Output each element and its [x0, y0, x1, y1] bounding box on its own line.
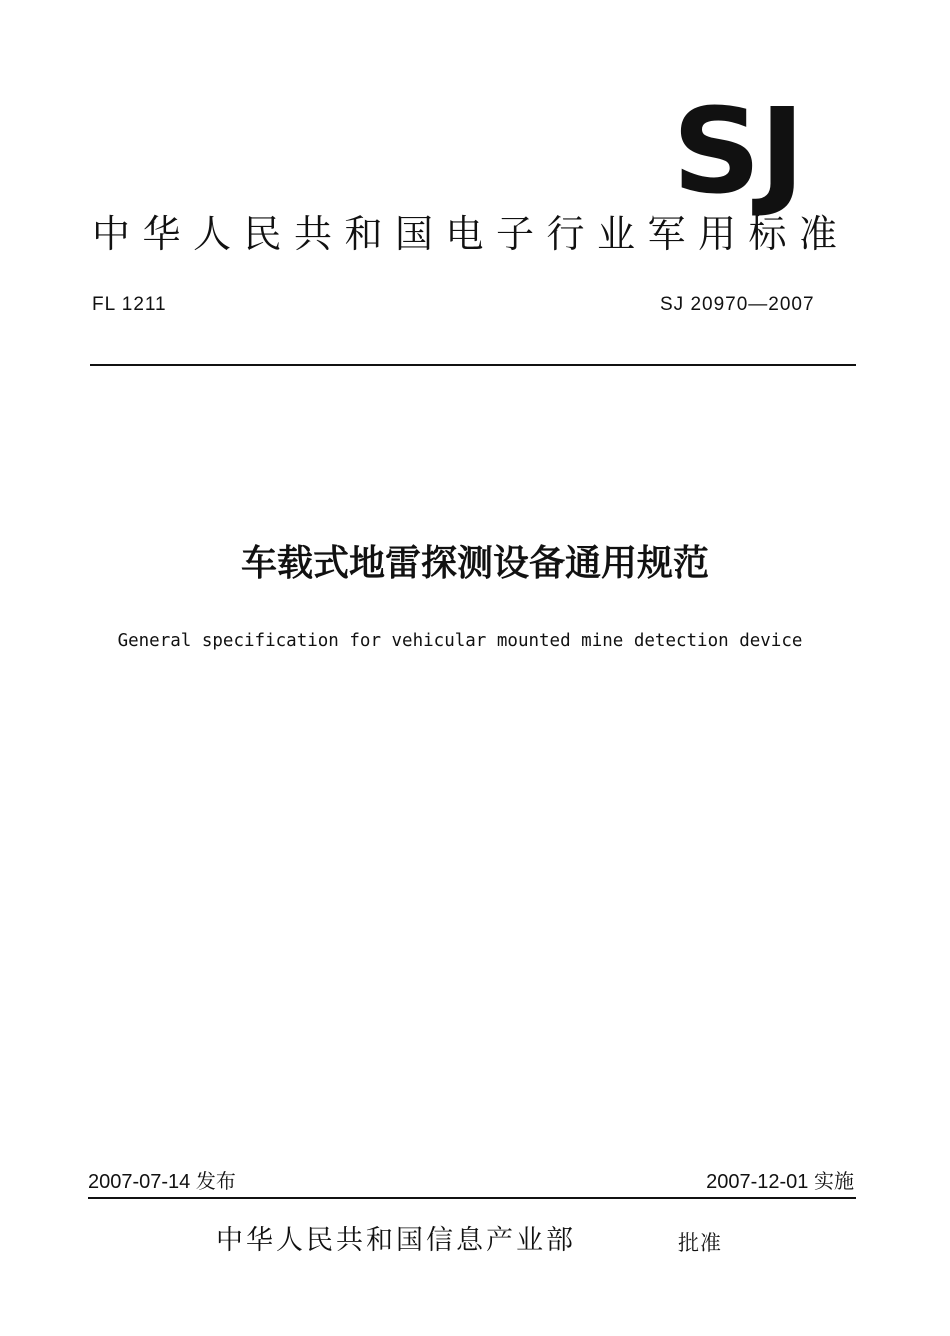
organization-title: 中华人民共和国电子行业军用标准	[92, 212, 850, 256]
issue-date: 2007-07-14 发布	[88, 1171, 236, 1193]
document-title-english: General specification for vehicular mounted mine detection device	[117, 631, 803, 651]
classification-code: FL 1211	[92, 294, 167, 315]
document-title-chinese: 车载式地雷探测设备通用规范	[240, 543, 709, 584]
sj-logo: SJ	[672, 82, 804, 220]
header-divider	[90, 364, 856, 366]
footer-divider	[88, 1197, 856, 1199]
approving-body: 中华人民共和国信息产业部	[216, 1225, 576, 1256]
approval-text: 批准	[678, 1231, 722, 1255]
standard-number: SJ 20970—2007	[660, 294, 815, 315]
effective-date: 2007-12-01 实施	[706, 1171, 854, 1193]
